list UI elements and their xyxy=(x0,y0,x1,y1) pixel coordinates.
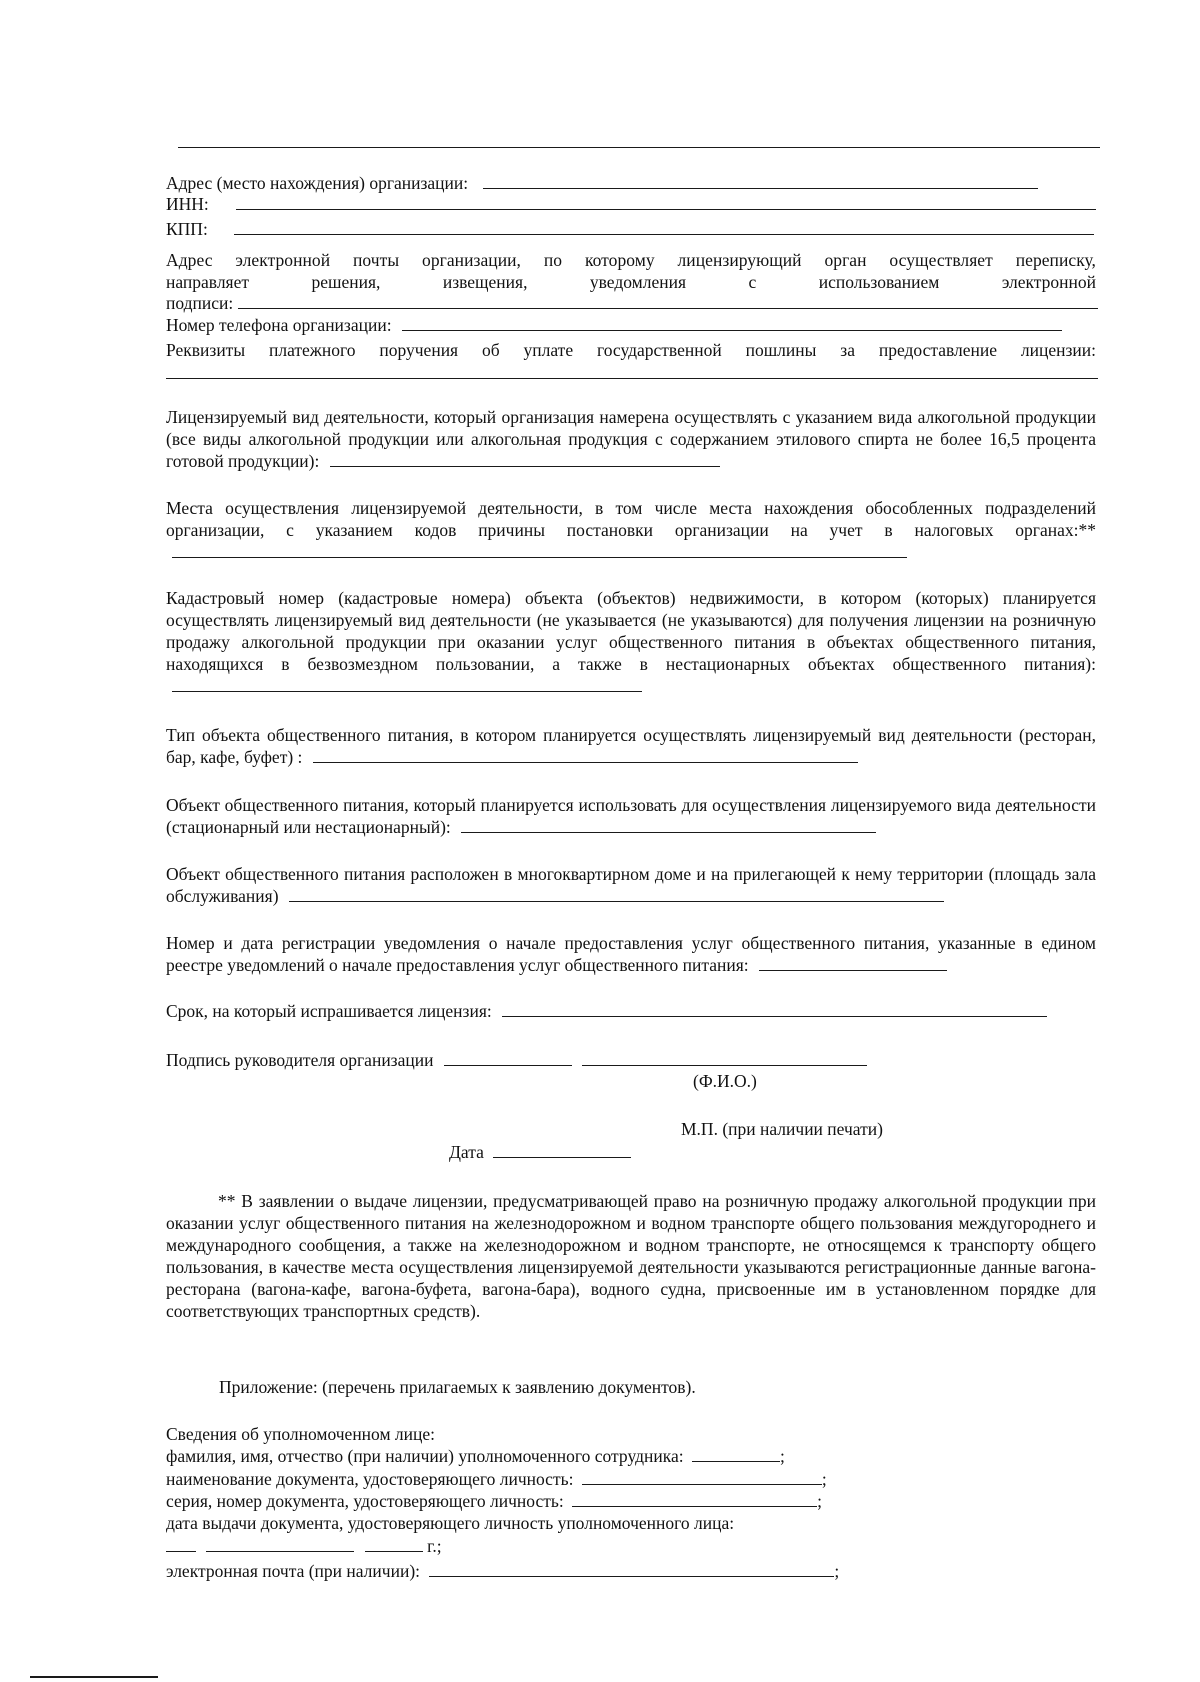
authorized-email-label: электронная почта (при наличии): xyxy=(166,1561,421,1581)
cadastral-block xyxy=(166,587,1096,697)
doc-name-field[interactable] xyxy=(582,1468,822,1485)
signature-line xyxy=(166,1049,867,1071)
notification-field[interactable] xyxy=(759,954,947,971)
doc-name-label: наименование документа, удостоверяющего личность: xyxy=(166,1469,574,1489)
authorized-email-field[interactable] xyxy=(429,1560,834,1577)
semicolon: ; xyxy=(817,1491,822,1511)
object-location-field[interactable] xyxy=(289,885,944,902)
address-line xyxy=(166,172,1038,194)
email-line xyxy=(166,292,1098,314)
address-field[interactable] xyxy=(483,172,1038,189)
issue-date-label: дата выдачи документа, удостоверяющего личность уполномоченного лица: xyxy=(166,1513,735,1533)
phone-field[interactable] xyxy=(402,314,1062,331)
series-line xyxy=(166,1490,822,1512)
stamp-caption: М.П. (при наличии печати) xyxy=(681,1119,883,1139)
year-suffix: г.; xyxy=(427,1536,442,1556)
object-kind-text: Объект общественного питания, который планируется использовать для осуществления лицензируемого вида деятельности (стационарный или нестационарный): xyxy=(166,795,1096,837)
date-line xyxy=(449,1141,631,1163)
email-text-line-1: Адрес электронной почты организации, по которому лицензирующий орган осуществляет переписку, xyxy=(166,250,1096,270)
issue-day-field[interactable] xyxy=(166,1535,196,1552)
semicolon: ; xyxy=(834,1561,840,1581)
object-kind-field[interactable] xyxy=(461,816,876,833)
issue-year-field[interactable] xyxy=(365,1535,423,1552)
term-label: Срок, на который испрашивается лицензия: xyxy=(166,1001,492,1021)
kpp-field[interactable] xyxy=(234,218,1094,235)
authorized-name-field[interactable] xyxy=(692,1445,780,1462)
footnote-separator xyxy=(30,1676,158,1678)
appendix: Приложение: (перечень прилагаемых к заявлению документов). xyxy=(219,1377,696,1397)
signature-field[interactable] xyxy=(444,1049,572,1066)
doc-name-line xyxy=(166,1468,827,1490)
payment-label: Реквизиты платежного поручения об уплате государственной пошлины за предоставление лицензии: xyxy=(166,340,1096,360)
authorized-name-label: фамилия, имя, отчество (при наличии) уполномоченного сотрудника: xyxy=(166,1446,684,1466)
payment-field[interactable] xyxy=(166,378,1098,379)
email-text-line-2: направляет решения, извещения, уведомления с использованием электронной xyxy=(166,272,1096,292)
email-sign-label: подписи: xyxy=(166,293,234,313)
authorized-title: Сведения об уполномоченном лице: xyxy=(166,1424,436,1444)
phone-line xyxy=(166,314,1062,336)
places-field[interactable] xyxy=(172,541,907,558)
object-type-text: Тип объекта общественного питания, в котором планируется осуществлять лицензируемый вид деятельности (ресторан, бар, кафе, буфет) : xyxy=(166,725,1096,767)
cadastral-text: Кадастровый номер (кадастровые номера) объекта (объектов) недвижимости, в котором (которых) планируется осуществлять лицензируемый вид деятельности (не указывается (не указываются) для получения лицензии на розничную продажу алкогольной продукции при оказании услуг общественного питания в объектах общественного питания, находящихся в безвозмездном пользовании, а также в нестационарных объектах общественного питания): xyxy=(166,588,1096,674)
object-location-text: Объект общественного питания расположен в многоквартирном доме и на прилегающей к нему территории (площадь зала обслуживания) xyxy=(166,864,1096,906)
activity-type-text: Лицензируемый вид деятельности, который организация намерена осуществлять с указанием вида алкогольной продукции (все виды алкогольной продукции или алкогольная продукция с содержанием этилового спирта не более 16,5 процента готовой продукции): xyxy=(166,407,1096,471)
signature-label: Подпись руководителя организации xyxy=(166,1050,434,1070)
places-text: Места осуществления лицензируемой деятельности, в том числе места нахождения обособленных подразделений организации, с указанием кодов причины постановки организации на учет в налоговых органах:** xyxy=(166,498,1096,540)
date-field[interactable] xyxy=(493,1141,631,1158)
inn-field[interactable] xyxy=(236,193,1096,210)
date-label: Дата xyxy=(449,1142,484,1162)
object-location-block xyxy=(166,863,1096,907)
places-block xyxy=(166,497,1096,563)
cadastral-field[interactable] xyxy=(172,675,642,692)
activity-type-field[interactable] xyxy=(330,450,720,467)
inn-line xyxy=(166,193,1096,215)
semicolon: ; xyxy=(821,1469,827,1489)
inn-label: ИНН: xyxy=(166,194,209,214)
series-label: серия, номер документа, удостоверяющего личность: xyxy=(166,1491,564,1511)
term-line xyxy=(166,1000,1047,1022)
kpp-label: КПП: xyxy=(166,219,208,239)
phone-label: Номер телефона организации: xyxy=(166,315,392,335)
address-label: Адрес (место нахождения) организации: xyxy=(166,173,469,193)
top-rule xyxy=(178,147,1100,148)
term-field[interactable] xyxy=(502,1000,1047,1017)
fio-caption: (Ф.И.О.) xyxy=(693,1071,757,1091)
semicolon: ; xyxy=(779,1446,785,1466)
object-type-field[interactable] xyxy=(313,746,858,763)
kpp-line xyxy=(166,218,1094,240)
notification-text: Номер и дата регистрации уведомления о начале предоставления услуг общественного питания, указанные в едином реестре уведомлений о начале предоставления услуг общественного питания: xyxy=(166,933,1096,975)
issue-month-field[interactable] xyxy=(206,1535,354,1552)
org-email-field[interactable] xyxy=(238,292,1098,309)
object-kind-block xyxy=(166,794,1096,838)
fio-field[interactable] xyxy=(582,1049,867,1066)
footnote: ** В заявлении о выдаче лицензии, предусматривающей право на розничную продажу алкогольной продукции при оказании услуг общественного питания на железнодорожном и водном транспорте общего пользования междугороднего и международного сообщения, а также на железнодорожном и водном транспорте, не относящемся к транспорту общего пользования, в качестве места осуществления лицензируемой деятельности указываются регистрационные данные вагона-ресторана (вагона-кафе, вагона-буфета, вагона-бара), водного судна, присвоенные им в установленном порядке для соответствующих транспортных средств). xyxy=(166,1191,1096,1321)
issue-date-line xyxy=(166,1535,442,1557)
authorized-email-line xyxy=(166,1560,839,1582)
activity-type-block xyxy=(166,406,1096,472)
series-field[interactable] xyxy=(572,1490,817,1507)
notification-block xyxy=(166,932,1096,976)
authorized-name-line xyxy=(166,1445,785,1467)
object-type-block xyxy=(166,724,1096,768)
